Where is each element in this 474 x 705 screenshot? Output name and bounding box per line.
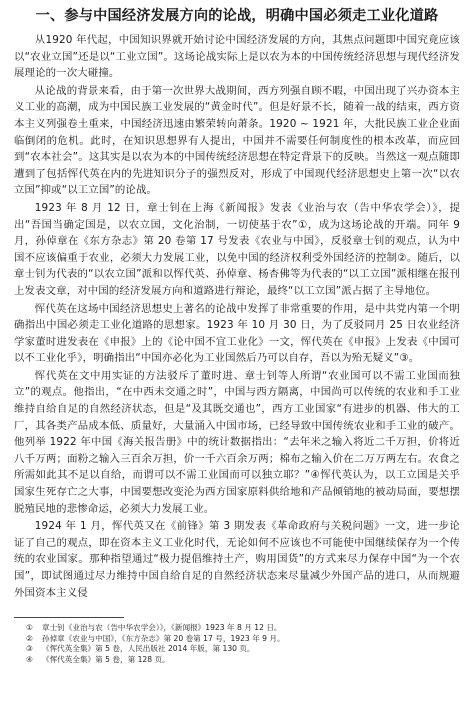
footnote-2 (26, 634, 460, 645)
paragraph-4: 恽代英在这场中国经济思想史上著名的论战中发挥了非常重要的作用，是中共党内第一个明确指出中国必须走工业化道路的思想家。1923 年 10 月 30 日，为了反驳同月 25 日农业经济学家董时进发表在《申报》上的《论中国不宜工业化》一文，恽代英在《申报》上发表《中国可以不工业化乎》，明确指出“中国亦必化为工业国然后乃可以自存，吾以为殆无疑义”③。 (14, 302, 460, 365)
footnote-text: 章士钊《业治与农（告中华农学会）》，《新闻报》1923 年 8 月 12 日。 (42, 623, 282, 632)
footnote-4 (26, 655, 460, 666)
paragraph-3: 1923 年 8 月 12 日，章士钊在上海《新闻报》发表《业治与农（告中华农学会）》，提出“吾国当确定国是，以农立国，文化治制，一切使基于农”①，成为这场论战的开端。同年 9 月，孙倬章在《东方杂志》第 20 卷第 17 号发表《农业与中国》，反驳章士钊的观点，认为中国不应该偏重于农业，必须大力发展工业，以免中国的经济权利受外国经济的控制②。随后，以章士钊为代表的“以农立国”派和以恽代英、孙倬章、杨杏佛等为代表的“以工立国”派相继在报刊上发表文章，对中国的经济发展方向和道路进行辩论，最终“以工立国”派占据了主导地位。 (14, 201, 460, 297)
footnote-mark: ③ (26, 644, 33, 654)
paragraph-6: 1924 年 1 月，恽代英又在《前锋》第 3 期发表《革命政府与关税问题》一文，进一步论证了自己的观点，即在资本主义工业化时代，无论如何不应该也不可能使中国继续保存为一个传统的农业国家。那种指望通过“极力提倡维持土产，购用国货”的方式来尽力保存中国“为一个农国”，即试图通过尽力维持中国自给自足的自然经济状态来尽量减少外国产品的进口，从而规避外国资本主义侵 (14, 520, 460, 599)
footnote-divider (14, 617, 124, 618)
paragraph-1: 从1920 年代起，中国知识界就开始讨论中国经济发展的方向，其焦点问题即中国究竟应该以“农业立国”还是以“工业立国”。这场论战实际上是以农为本的中国传统经济思想与现代经济发展理论的一次大碰撞。 (14, 34, 460, 80)
footnote-mark: ① (26, 623, 33, 632)
footnote-mark: ② (26, 633, 33, 643)
footnote-text: 《恽代英全集》第 5 卷，人民出版社 2014 年版，第 130 页。 (42, 644, 255, 654)
footnote-text: 孙倬章《农业与中国》，《东方杂志》第 20 卷第 17 号，1923 年 9 月。 (42, 633, 285, 643)
section-heading: 一、参与中国经济发展方向的论战，明确中国必须走工业化道路 (35, 8, 439, 24)
footnote-text: 《恽代英全集》第 5 卷，第 128 页。 (42, 654, 170, 664)
paragraph-2: 从论战的背景来看，由于第一次世界大战期间，西方列强自顾不暇，中国出现了兴办资本主义工业的高潮，成为中国民族工业发展的“黄金时代”。但是好景不长，随着一战的结束，西方资本主义列强卷土重来，中国经济迅速由繁荣转向萧条。1920 ~ 1921 年，大批民族工业企业面临倒闭的危机。此时，在知识思想界有人提出，中国并不需要任何制度性的根本改革，而应回到“农本社会”。这其实是以农为本的中国传统经济思想在特定背景下的反映。当然这一观点随即遭到了包括恽代英在内的先进知识分子的强烈反对，形成了中国现代经济思想史上第一次“以农立国”抑或“以工立国”的论战。 (14, 84, 460, 197)
footnote-1 (26, 623, 460, 634)
footnote-mark: ④ (26, 654, 33, 664)
footnote-3 (26, 644, 460, 655)
footnotes (26, 623, 460, 665)
paragraph-5: 恽代英在文中用实证的方法驳斥了董时进、章士钊等人所谓“农业国可以不需工业国而独立”的观点。他指出，“在中西未交通之时”，中国与西方隔离，中国尚可以传统的农业和手工业维持自给自足的自然经济状态，但是“及其既交通也”，西方工业国家“有进步的机器、伟大的工厂，其各类产品成本低、质量好，大量涌入中国市场，已经导致中国传统农业和手工业的破产。他列举 1922 年中国《海关报告册》中的统计数据指出：“去年米之输入将近二千万担，价将近八千万两；面粉之输入三百余万担，价一千六百余万两；棉布之输入价在二万万两左右。农食之所需如此其不足以自给，而谓可以不需工业国而可以独立耶？”④恽代英认为，以工立国是关乎国家生死存亡之大事，中国要想改变沦为西方国家原料供给地和产品倾销地的被动局面，要想摆脱殖民地的悲惨命运，必须大力发展工业。 (14, 369, 460, 515)
